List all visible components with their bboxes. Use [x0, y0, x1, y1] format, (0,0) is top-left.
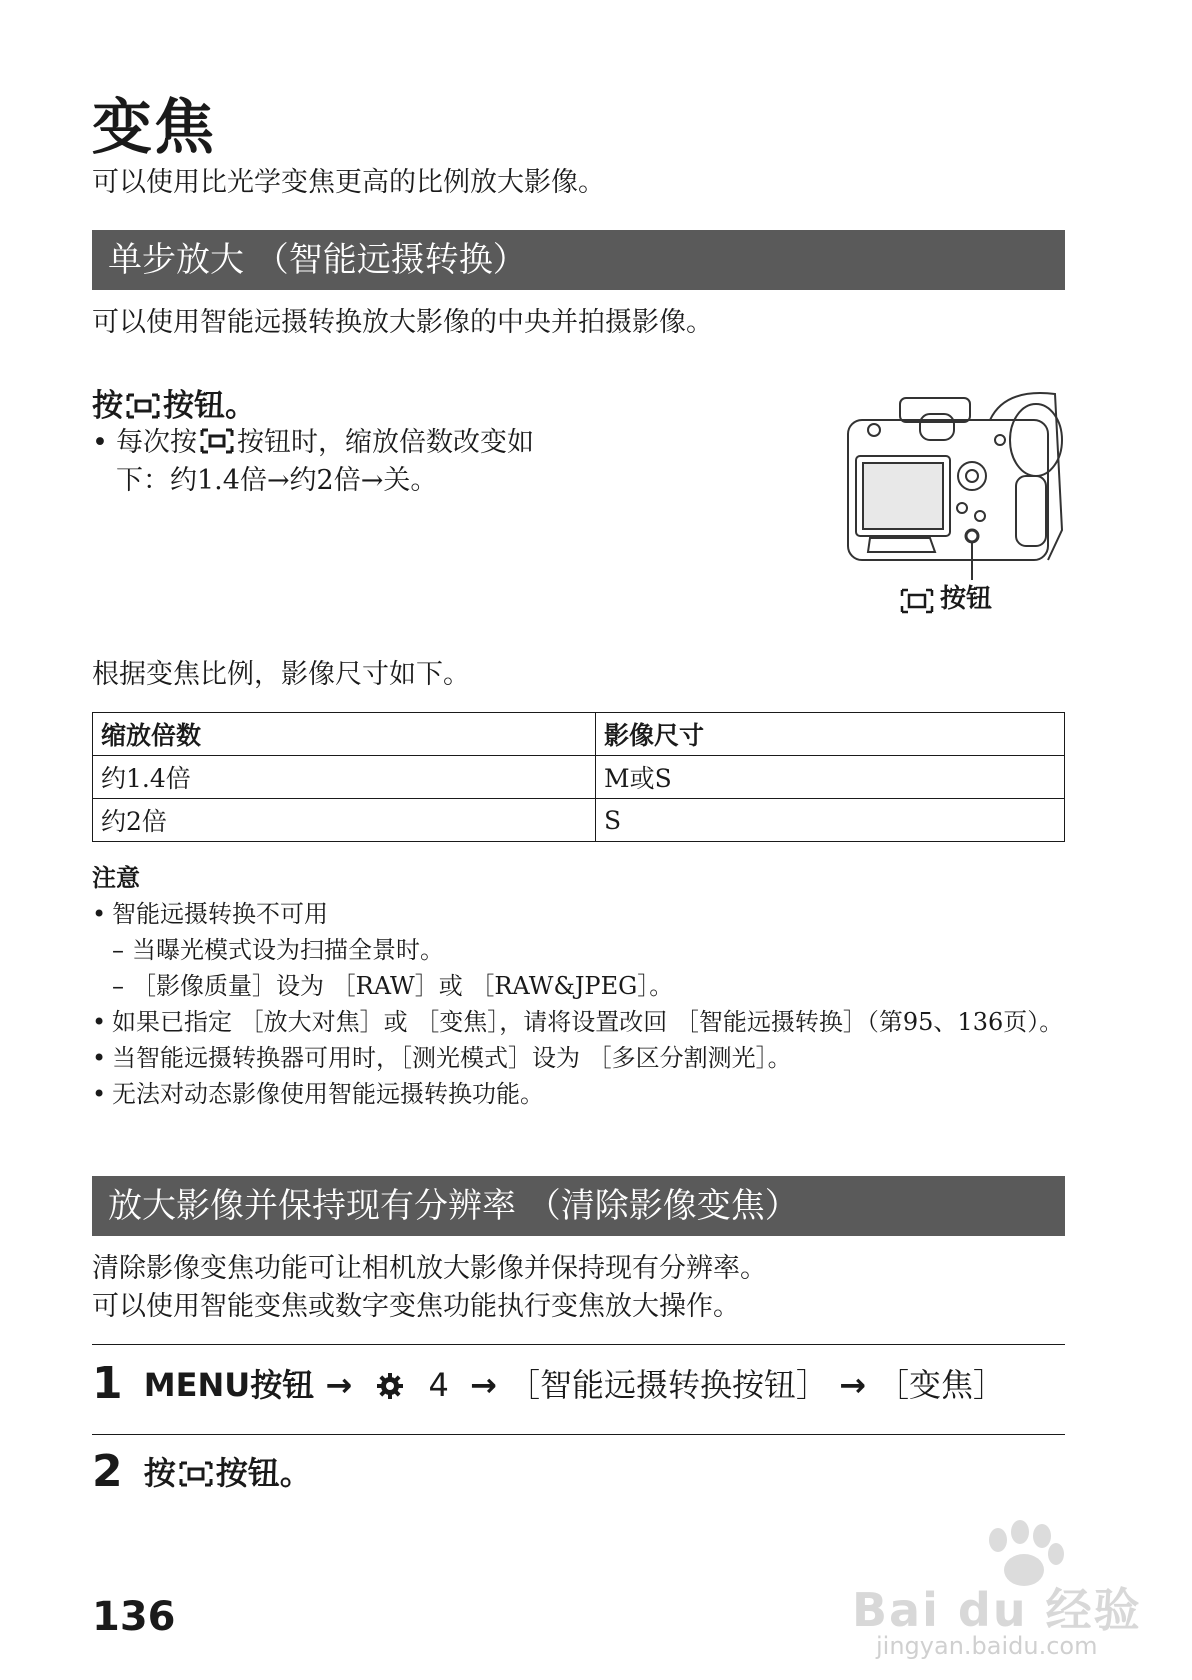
table-row — [93, 799, 1065, 842]
watermark-logo: Bai du 经验 — [852, 1583, 1142, 1637]
table-header: 影像尺寸 — [596, 713, 1065, 756]
smart-zoom-icon — [200, 428, 234, 454]
page-title: 变焦 — [92, 93, 216, 163]
notes-title: 注意 — [92, 864, 140, 892]
section2-description-1: 清除影像变焦功能可让相机放大影像并保持现有分辨率。 — [92, 1253, 767, 1284]
section2-description-2: 可以使用智能变焦或数字变焦功能执行变焦放大操作。 — [92, 1291, 740, 1322]
camera-button-callout — [902, 590, 932, 612]
bullet-line2: 下：约1.4倍→约2倍→关。 — [116, 465, 438, 496]
image-size-table — [92, 712, 1065, 842]
note-item: • 如果已指定 ［放大对焦］或 ［变焦］，请将设置改回 ［智能远摄转换］（第95、136页）。 — [92, 1004, 1072, 1040]
instruction-heading — [92, 380, 256, 425]
note-item: • 智能远摄转换不可用 – 当曝光模式设为扫描全景时。 – ［影像质量］设为 ［RAW］或 ［RAW&JPEG］。 — [92, 896, 1082, 1004]
menu-item-zoom: ［变焦］ — [877, 1366, 1006, 1404]
table-cell: M或S — [596, 756, 1065, 799]
step2-suffix: 按钮。 — [215, 1454, 312, 1492]
note-subitem: – 当曝光模式设为扫描全景时。 — [112, 932, 1082, 968]
watermark-url: jingyan.baidu.com — [876, 1632, 1098, 1660]
gear-icon — [375, 1371, 405, 1401]
section1-description: 可以使用智能远摄转换放大影像的中央并拍摄影像。 — [92, 307, 713, 338]
table-cell: 约1.4倍 — [93, 756, 596, 799]
note-item: • 无法对动态影像使用智能远摄转换功能。 — [92, 1076, 1082, 1112]
table-header: 缩放倍数 — [93, 713, 596, 756]
step-1 — [92, 1358, 1005, 1409]
step2-prefix: 按 — [143, 1454, 176, 1492]
note-subitem: – ［影像质量］设为 ［RAW］或 ［RAW&JPEG］。 — [112, 968, 1082, 1004]
smart-zoom-icon — [179, 1461, 213, 1487]
note-item: • 当智能远摄转换器可用时，［测光模式］设为 ［多区分割测光］。 — [92, 1040, 1082, 1076]
arrow: → — [839, 1366, 866, 1404]
image-size-intro: 根据变焦比例，影像尺寸如下。 — [92, 659, 470, 690]
table-row — [93, 756, 1065, 799]
page-number: 136 — [92, 1594, 176, 1640]
bullet-prefix: 每次按 — [116, 427, 197, 458]
instruction-prefix: 按 — [92, 388, 123, 424]
step-2 — [92, 1446, 312, 1497]
arrow: → — [325, 1366, 353, 1404]
camera-button-label: 按钮 — [940, 584, 993, 614]
divider — [92, 1434, 1065, 1435]
table-cell: S — [596, 799, 1065, 842]
table-cell: 约2倍 — [93, 799, 596, 842]
smart-zoom-icon — [126, 393, 160, 419]
menu-button-label: MENU按钮 — [143, 1366, 315, 1404]
menu-item-smart-tele-button: ［智能远摄转换按钮］ — [507, 1366, 828, 1404]
notes-section — [92, 860, 1082, 1112]
step-number: 2 — [92, 1446, 123, 1497]
zoom-cycle-bullet: • 每次按 按钮时，缩放倍数改变如 下：约1.4倍→约2倍→关。 — [92, 427, 534, 496]
intro-text: 可以使用比光学变焦更高的比例放大影像。 — [92, 167, 605, 198]
divider — [92, 1344, 1065, 1345]
section-heading-clear-image-zoom: 放大影像并保持现有分辨率 （清除影像变焦） — [92, 1176, 1065, 1236]
step-number: 1 — [92, 1358, 123, 1409]
instruction-suffix: 按钮。 — [163, 388, 256, 424]
table-header-row — [93, 713, 1065, 756]
section-heading-smart-teleconverter: 单步放大 （智能远摄转换） — [92, 230, 1065, 290]
bullet-line1: 按钮时，缩放倍数改变如 — [237, 427, 534, 458]
menu-tab-number: 4 — [428, 1366, 449, 1404]
arrow: → — [469, 1366, 497, 1404]
